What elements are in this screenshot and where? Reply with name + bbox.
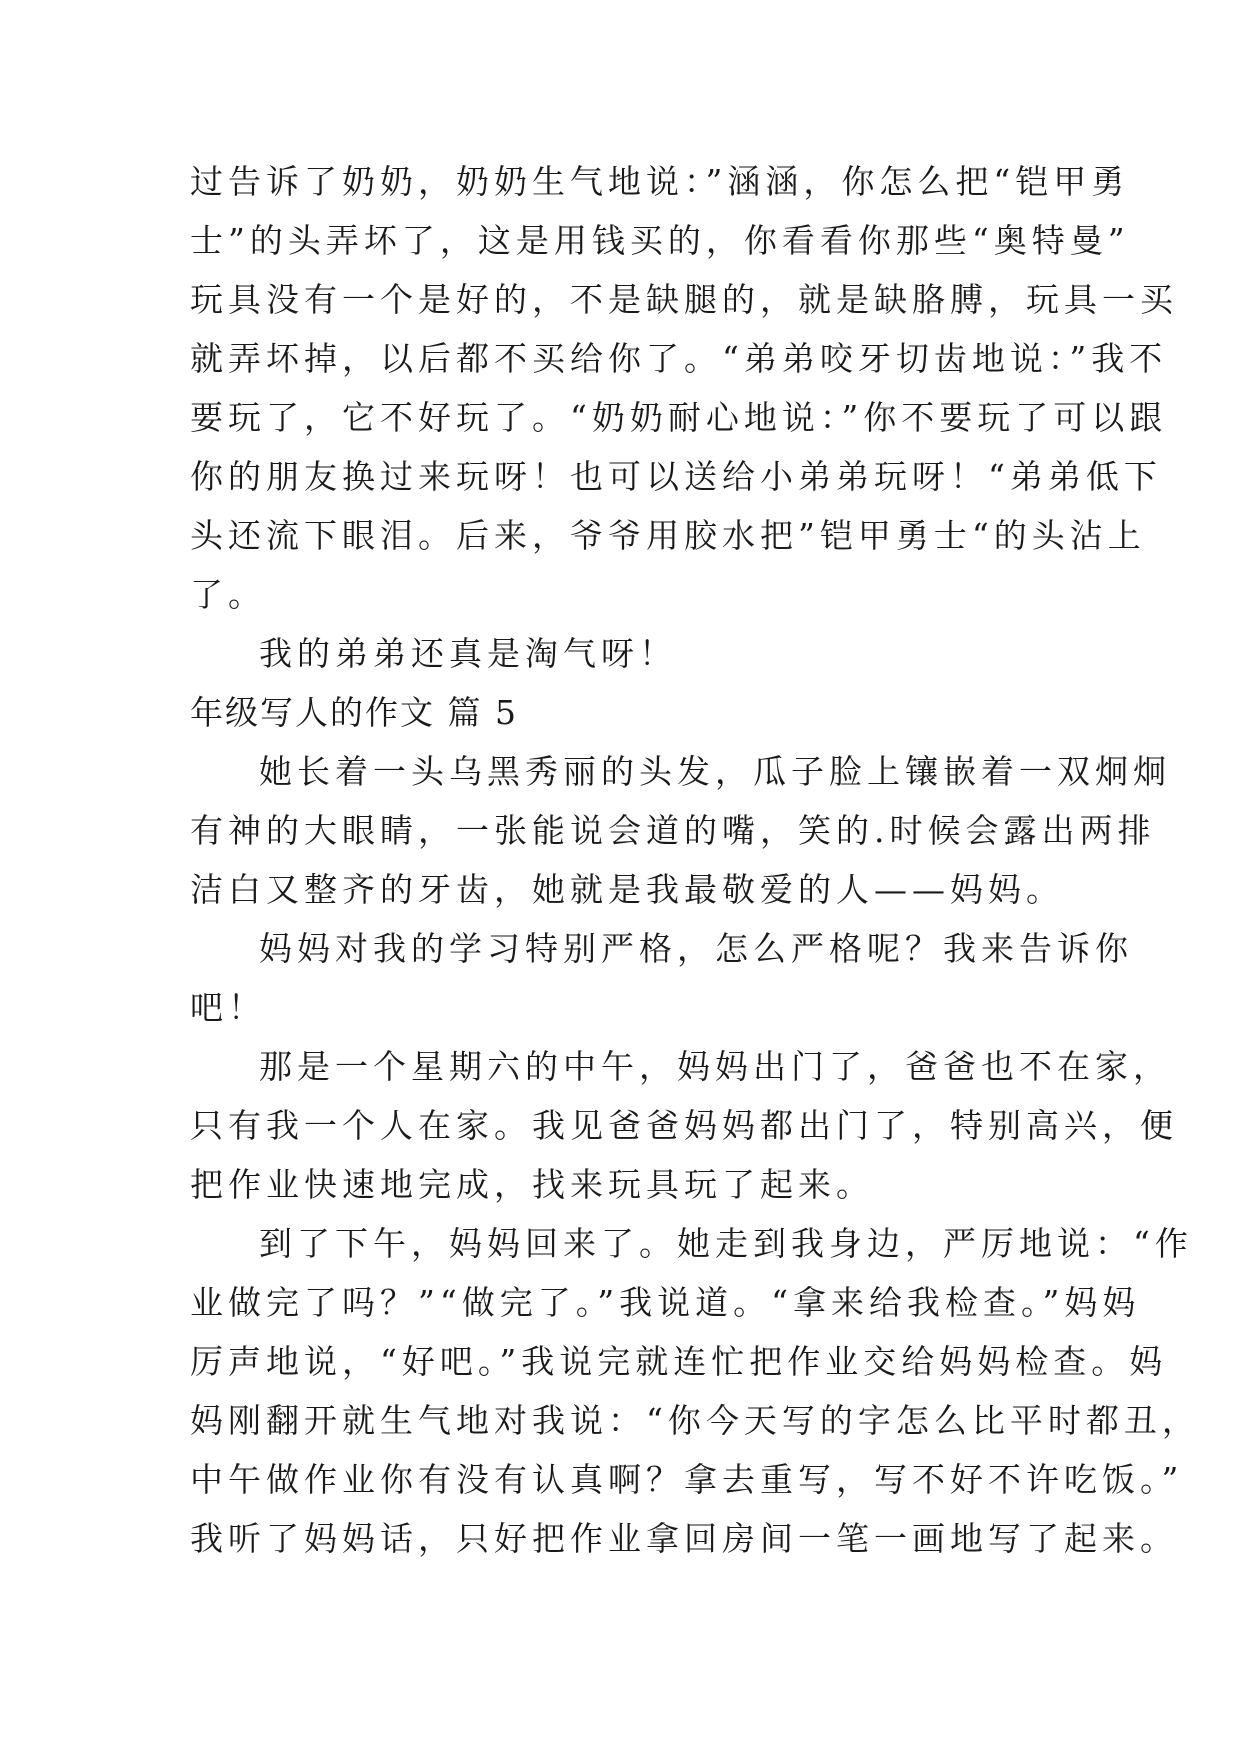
text-line: 把作业快速地完成，找来玩具玩了起来。: [190, 1165, 874, 1204]
paragraph: [190, 624, 1050, 683]
text-line: 业做完了吗？”“做完了。”我说道。“拿来给我检查。”妈妈: [190, 1283, 1141, 1322]
text-line: 玩具没有一个是好的，不是缺腿的，就是缺胳膊，玩具一买: [190, 280, 1178, 319]
text-line: 妈妈对我的学习特别严格，怎么严格呢？我来告诉你: [259, 929, 1133, 968]
text-line: 我的弟弟还真是淘气呀！: [259, 634, 677, 673]
text-line: 有神的大眼睛，一张能说会道的嘴，笑的.时候会露出两排: [190, 811, 1156, 850]
text-line: 妈刚翻开就生气地对我说：“你今天写的字怎么比平时都丑，: [190, 1401, 1200, 1440]
paragraph: [190, 1037, 1178, 1214]
text-line: 就弄坏掉，以后都不买给你了。“弟弟咬牙切齿地说：”我不: [190, 339, 1168, 378]
text-line: 只有我一个人在家。我见爸爸妈妈都出门了，特别高兴，便: [190, 1106, 1178, 1145]
paragraph: [190, 152, 1178, 624]
text-line: 过告诉了奶奶，奶奶生气地说：”涵涵，你怎么把“铠甲勇: [190, 162, 1130, 201]
text-line: 士”的头弄坏了，这是用钱买的，你看看你那些“奥特曼”: [190, 221, 1130, 260]
text-line: 她长着一头乌黑秀丽的头发，瓜子脸上镶嵌着一双炯炯: [259, 752, 1171, 791]
text-line: 头还流下眼泪。后来，爷爷用胶水把”铠甲勇士“的头沾上: [190, 516, 1146, 555]
text-line: 你的朋友换过来玩呀！也可以送给小弟弟玩呀！“弟弟低下: [190, 457, 1162, 496]
paragraph: [190, 919, 1133, 1037]
text-line: 到了下午，妈妈回来了。她走到我身边，严厉地说：“作: [259, 1224, 1193, 1263]
text-line: 要玩了，它不好玩了。“奶奶耐心地说：”你不要玩了可以跟: [190, 398, 1168, 437]
heading-text: 年级写人的作文 篇 5: [190, 693, 518, 732]
text-line: 那是一个星期六的中午，妈妈出门了，爸爸也不在家，: [259, 1047, 1171, 1086]
paragraph: [190, 1214, 1200, 1568]
text-line: 了。: [190, 575, 266, 614]
text-line: 中午做作业你有没有认真啊？拿去重写，写不好不许吃饭。”: [190, 1460, 1184, 1499]
text-line: 吧！: [190, 988, 266, 1027]
text-line: 洁白又整齐的牙齿，她就是我最敬爱的人——妈妈。: [190, 870, 1064, 909]
document-body: [190, 152, 1200, 1568]
section-heading: [190, 683, 1050, 742]
text-line: 厉声地说，“好吧。”我说完就连忙把作业交给妈妈检查。妈: [190, 1342, 1168, 1381]
text-line: 我听了妈妈话，只好把作业拿回房间一笔一画地写了起来。: [190, 1519, 1178, 1558]
paragraph: [190, 742, 1171, 919]
